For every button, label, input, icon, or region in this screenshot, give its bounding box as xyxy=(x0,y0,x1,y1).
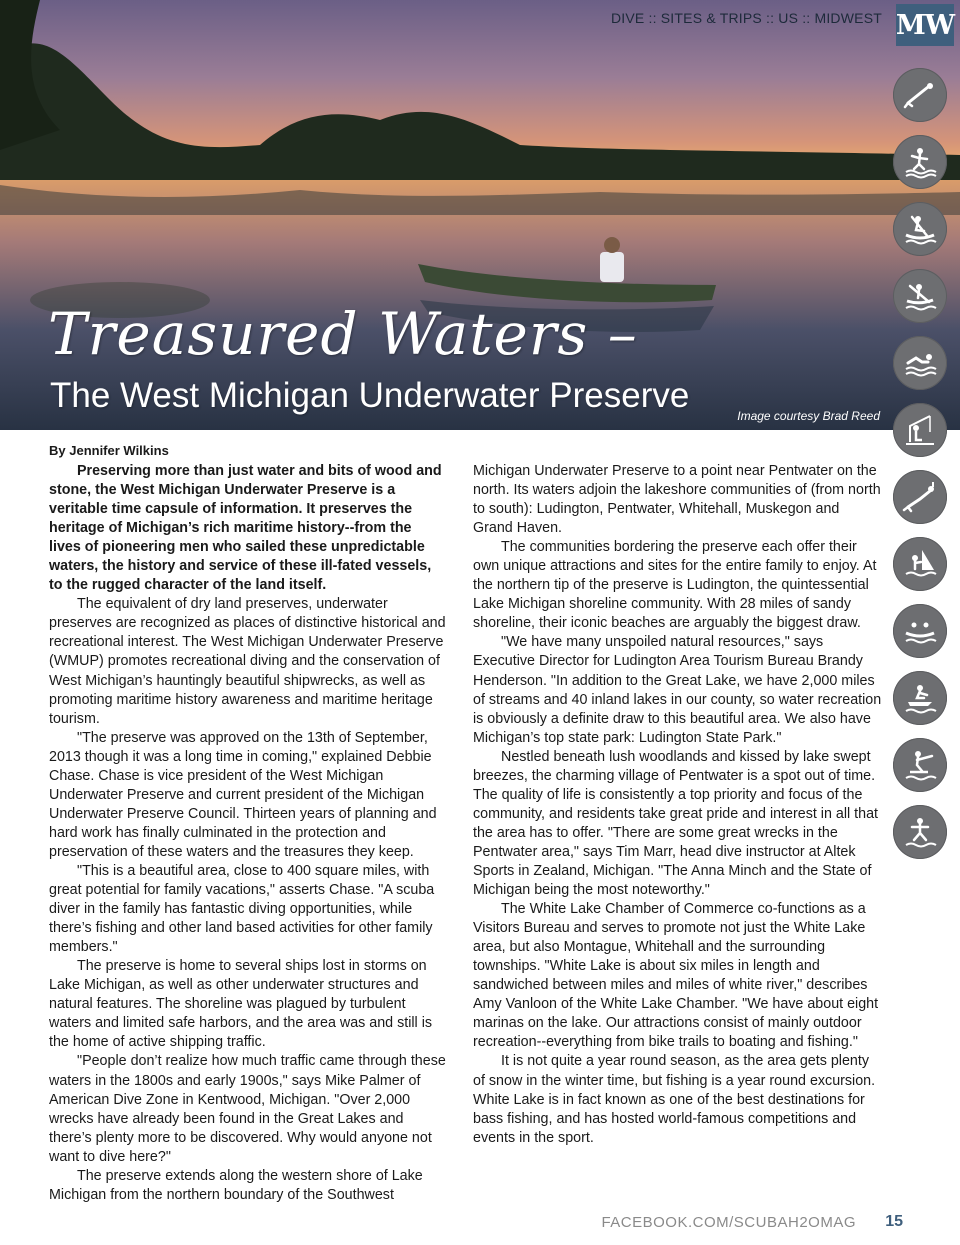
body-paragraph: The preserve is home to several ships lost in storms on Lake Michigan, as well as other underwater structures and natural features. The shoreline was plagued by turbulent waters and limited safe harbors, and the area was and still is the home of active shipping traffic. xyxy=(49,958,433,1051)
canoeing-icon xyxy=(893,604,947,658)
surfing-icon xyxy=(893,135,947,189)
sailing-icon xyxy=(893,805,947,859)
page-number: 15 xyxy=(885,1213,903,1230)
article-title: Treasured Waters – xyxy=(48,300,638,368)
body-paragraph: Nestled beneath lush woodlands and kissed by lake swept breezes, the charming village of Pentwater is a spot out of time. The quality of life is consistently a top priority and focus of the community, and residents take great pride and interest in all that the area has to offer. "There are some great wrecks in the Pentwater area," says Tim Marr, head dive instructor at Altek Sports in Zealand, Michigan. "The Anna Minch and the State of Michigan being the most noteworthy." xyxy=(473,748,879,899)
image-credit: Image courtesy Brad Reed xyxy=(737,409,880,423)
body-paragraph: The equivalent of dry land preserves, underwater preserves are recognized as places of distinctive historical and recreational interest. The West Michigan Underwater Preserve (WMUP) promotes recreational diving and the conservation of West Michigan’s hauntingly beautiful shipwrecks, as well as promoting maritime history awareness and maritime heritage tourism. xyxy=(49,596,446,727)
body-paragraph: "People don’t realize how much traffic came through these waters in the 1800s and early 1900s," says Mike Palmer of American Dive Zone in Kentwood, Michigan. "Over 2,000 wrecks have already been found in the Great Lakes and there’s plenty more to be discovered. Why would anyone not want to dive here?" xyxy=(49,1053,446,1165)
body-paragraph: "This is a beautiful area, close to 400 square miles, with great potential for family vacations," asserts Chase. "A scuba diver in the family has fantastic diving opportunities, while there’s fishing and other land based activities for other family members." xyxy=(49,862,435,956)
body-paragraph: It is not quite a year round season, as the area gets plenty of snow in the winter time, but fishing is a year round excursion. White Lake is in fact known as one of the best destinations for bass fishing, and has hosted world-famous competitions and events in the sport. xyxy=(473,1053,876,1146)
byline: By Jennifer Wilkins xyxy=(49,443,169,458)
footer-social-url[interactable]: FACEBOOK.COM/SCUBAH2OMAG xyxy=(601,1214,856,1231)
lead-paragraph: Preserving more than just water and bits of wood and stone, the West Michigan Underwater Preserve is a veritable time capsule of information. It preserves the heritage of Michigan’s rich maritime history--from the lives of pioneering men who sailed these unpredictable waters, the history and service of these ill-fated vessels, to the rugged character of the land itself. xyxy=(49,463,442,594)
article-subtitle: The West Michigan Underwater Preserve xyxy=(50,376,690,415)
body-paragraph: "We have many unspoiled natural resources," says Executive Director for Ludington Area Tourism Bureau Brandy Henderson. "In addition to the Great Lake, we have 2,000 miles of streams and 40 inland lakes in our county, so water recreation is obviously a definite draw to this beautiful area. We also have Michigan’s top state park: Ludington State Park." xyxy=(473,634,882,746)
article-column-left xyxy=(49,462,447,1205)
rafting-icon xyxy=(893,202,947,256)
body-paragraph: "The preserve was approved on the 13th of September, 2013 though it was a long time in coming," explained Debbie Chase. Chase is vice president of the West Michigan Underwater Preserve and current president of the Michigan Underwater Preserve Council. Thirteen years of planning and hard work has finally culminated in the protection and preservation of these waters and the treasures they keep. xyxy=(49,729,437,860)
fishing-icon xyxy=(893,403,947,457)
hero-image xyxy=(0,0,960,430)
water-skiing-icon xyxy=(893,738,947,792)
body-paragraph: The preserve extends along the western shore of Lake Michigan from the northern boundary of the Southwest xyxy=(49,1167,423,1203)
jet-ski-icon xyxy=(893,671,947,725)
region-badge: MW xyxy=(896,4,954,46)
scuba-diver-icon xyxy=(893,68,947,122)
section-breadcrumb: DIVE :: SITES & TRIPS :: US :: MIDWEST xyxy=(610,10,882,26)
article-column-right xyxy=(473,462,883,1148)
windsurfing-icon xyxy=(893,537,947,591)
body-paragraph: The communities bordering the preserve each offer their own unique attractions and sites for the entire family to enjoy. At the northern tip of the preserve is Ludington, the quintessential Lake Michigan shoreline community. With 28 miles of sandy shoreline, their iconic beaches are arguably the biggest draw. xyxy=(473,539,877,632)
body-paragraph: The White Lake Chamber of Commerce co-functions as a Visitors Bureau and serves to promote not just the White Lake area, but also Montague, Whitehall and the surrounding townships. "White Lake is about six miles in length and sandwiched between miles and miles of white river," describes Amy Vanloon of the White Lake Chamber. "We have about eight marinas on the lake. Our attractions consist of mainly outdoor recreation--everything from bike trails to boating and fishing." xyxy=(473,901,879,1051)
body-paragraph: Michigan Underwater Preserve to a point near Pentwater on the north. Its waters adjoin the lakeshore communities of (from north to south): Ludington, Pentwater, Whitehall, Muskegon and Grand Haven. xyxy=(473,463,881,537)
swimming-icon xyxy=(893,336,947,390)
kayaking-icon xyxy=(893,269,947,323)
activity-icon-rail xyxy=(893,68,953,872)
snorkeling-icon xyxy=(893,470,947,524)
